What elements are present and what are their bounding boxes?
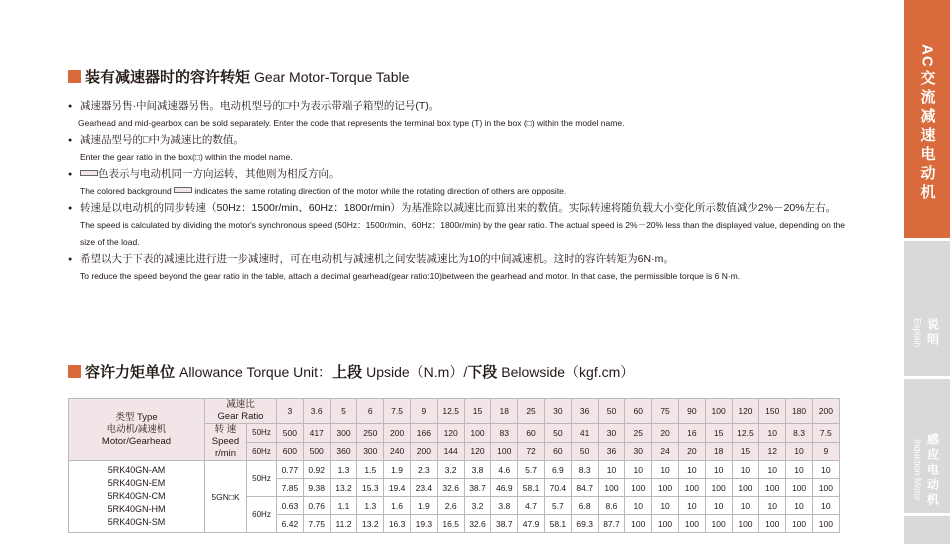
gear-ratio-cell: 3: [277, 399, 304, 424]
gear-ratio-cell: 3.6: [303, 399, 330, 424]
torque-60hz-kgf-cell: 100: [652, 515, 679, 533]
torque-50hz-kgf-cell: 100: [598, 479, 625, 497]
motor-model: 5RK40GN-AM: [107, 465, 166, 475]
gear-ratio-cell: 36: [571, 399, 598, 424]
torque-60hz-kgf-cell: 87.7: [598, 515, 625, 533]
gear-ratio-cell: 7.5: [384, 399, 411, 424]
section2-title-cn3: 下段: [467, 364, 498, 381]
speed-50hz-cell: 417: [303, 424, 330, 443]
torque-50hz-kgf-cell: 100: [759, 479, 786, 497]
torque-50hz-label: 50Hz: [247, 461, 277, 497]
speed-60hz-label: 60Hz: [247, 442, 277, 461]
torque-60hz-kgf-cell: 100: [812, 515, 839, 533]
torque-50hz-kgf-cell: 70.4: [544, 479, 571, 497]
torque-50hz-nm-cell: 2.3: [410, 461, 437, 479]
speed-60hz-cell: 600: [277, 442, 304, 461]
speed-50hz-cell: 10: [759, 424, 786, 443]
torque-50hz-nm-cell: 4.6: [491, 461, 518, 479]
torque-50hz-kgf-cell: 19.4: [384, 479, 411, 497]
torque-60hz-kgf-cell: 69.3: [571, 515, 598, 533]
speed-60hz-cell: 9: [812, 442, 839, 461]
speed-50hz-cell: 60: [518, 424, 545, 443]
model-list: [69, 461, 205, 533]
torque-60hz-kgf-cell: 19.3: [410, 515, 437, 533]
motor-gearhead-cn: 电动机/减速机: [106, 423, 167, 435]
torque-50hz-kgf-cell: 46.9: [491, 479, 518, 497]
gear-ratio-cell: 25: [518, 399, 545, 424]
torque-60hz-kgf-cell: 100: [705, 515, 732, 533]
tab-extra[interactable]: [904, 516, 950, 544]
gear-ratio-cell: 200: [812, 399, 839, 424]
speed-50hz-label: 50Hz: [247, 424, 277, 443]
speed-60hz-cell: 100: [491, 442, 518, 461]
tab-explain[interactable]: [904, 241, 950, 376]
gear-ratio-cell: 30: [544, 399, 571, 424]
gear-ratio-cell: 150: [759, 399, 786, 424]
colored-background-swatch-icon: [80, 170, 98, 176]
side-navigation: [904, 0, 950, 544]
speed-60hz-cell: 120: [464, 442, 491, 461]
speed-50hz-cell: 250: [357, 424, 384, 443]
speed-50hz-cell: 120: [437, 424, 464, 443]
torque-60hz-nm-cell: 10: [812, 497, 839, 515]
torque-table: [68, 398, 840, 533]
torque-50hz-nm-cell: 6.9: [544, 461, 571, 479]
torque-60hz-nm-cell: 1.6: [384, 497, 411, 515]
speed-50hz-cell: 500: [277, 424, 304, 443]
colored-background-swatch-icon: [174, 187, 192, 193]
tab-main-en: AC: [918, 44, 936, 68]
speed-50hz-cell: 7.5: [812, 424, 839, 443]
torque-60hz-kgf-cell: 13.2: [357, 515, 384, 533]
torque-60hz-kgf-cell: 16.3: [384, 515, 411, 533]
torque-60hz-label: 60Hz: [247, 497, 277, 533]
speed-50hz-cell: 100: [464, 424, 491, 443]
speed-60hz-cell: 15: [732, 442, 759, 461]
gear-ratio-cell: 50: [598, 399, 625, 424]
torque-50hz-kgf-cell: 7.85: [277, 479, 304, 497]
torque-50hz-nm-cell: 0.77: [277, 461, 304, 479]
torque-50hz-nm-cell: 1.3: [330, 461, 357, 479]
motor-model: 5RK40GN-HM: [107, 504, 166, 514]
torque-60hz-nm-cell: 3.2: [464, 497, 491, 515]
motor-gearhead-en: Motor/Gearhead: [101, 435, 172, 447]
gear-ratio-en: Gear Ratio: [217, 411, 264, 422]
gear-ratio-cell: 75: [652, 399, 679, 424]
note-5-cn: ● 希望以大于下表的减速比进行进一步减速时，可在电动机与减速机之间安装减速比为10的中间减速机。这时的容许转矩为6N·m。: [68, 251, 848, 268]
note-2-en: Enter the gear ratio in the box(□) within the model name.: [80, 152, 293, 162]
section2-title-cn1: 容许力矩单位: [85, 364, 176, 381]
torque-60hz-kgf-cell: 100: [759, 515, 786, 533]
speed-50hz-cell: 12.5: [732, 424, 759, 443]
torque-50hz-nm-cell: 10: [598, 461, 625, 479]
note-3-cn: 色表示与电动机同一方向运转，其他则为相反方向。: [98, 168, 340, 180]
torque-50hz-nm-cell: 0.92: [303, 461, 330, 479]
torque-60hz-nm-cell: 10: [732, 497, 759, 515]
torque-50hz-kgf-cell: 23.4: [410, 479, 437, 497]
speed-60hz-cell: 12: [759, 442, 786, 461]
speed-50hz-cell: 300: [330, 424, 357, 443]
note-3-en-a: The colored background: [80, 186, 172, 196]
torque-50hz-kgf-cell: 100: [786, 479, 813, 497]
torque-60hz-nm-cell: 1.3: [357, 497, 384, 515]
torque-60hz-nm-cell: 8.6: [598, 497, 625, 515]
torque-60hz-kgf-cell: 16.5: [437, 515, 464, 533]
torque-50hz-kgf-cell: 100: [812, 479, 839, 497]
torque-60hz-kgf-cell: 6.42: [277, 515, 304, 533]
speed-60hz-cell: 30: [625, 442, 652, 461]
torque-50hz-nm-cell: 10: [812, 461, 839, 479]
speed-50hz-cell: 41: [571, 424, 598, 443]
torque-50hz-kgf-cell: 32.6: [437, 479, 464, 497]
torque-50hz-kgf-cell: 100: [732, 479, 759, 497]
speed-50hz-cell: 8.3: [786, 424, 813, 443]
speed-50hz-cell: 16: [678, 424, 705, 443]
torque-50hz-kgf-cell: 58.1: [518, 479, 545, 497]
torque-60hz-nm-cell: 1.1: [330, 497, 357, 515]
torque-50hz-kgf-cell: 100: [652, 479, 679, 497]
tab-main-cn: 交流减速电动机: [918, 69, 936, 203]
gear-ratio-cell: 9: [410, 399, 437, 424]
torque-60hz-nm-cell: 10: [759, 497, 786, 515]
torque-60hz-nm-cell: 10: [625, 497, 652, 515]
section-allowance-heading: [68, 361, 634, 382]
tab-induction-cn: 感应电动机: [925, 432, 940, 508]
torque-60hz-kgf-cell: 100: [786, 515, 813, 533]
note-2-cn: ● 减速品型号的□中为减速比的数值。: [68, 132, 848, 149]
type-header-label: 类型 Type: [115, 411, 158, 423]
section-torque-heading: [68, 66, 409, 87]
speed-50hz-cell: 25: [625, 424, 652, 443]
torque-60hz-kgf-cell: 38.7: [491, 515, 518, 533]
torque-60hz-nm-cell: 5.7: [544, 497, 571, 515]
speed-60hz-cell: 72: [518, 442, 545, 461]
section-marker-icon: [68, 70, 81, 83]
speed-50hz-cell: 15: [705, 424, 732, 443]
gear-ratio-cell: 90: [678, 399, 705, 424]
torque-60hz-nm-cell: 10: [678, 497, 705, 515]
torque-50hz-nm-cell: 10: [652, 461, 679, 479]
speed-60hz-cell: 10: [786, 442, 813, 461]
torque-50hz-nm-cell: 10: [759, 461, 786, 479]
torque-60hz-kgf-cell: 47.9: [518, 515, 545, 533]
torque-60hz-kgf-cell: 100: [625, 515, 652, 533]
torque-60hz-nm-cell: 0.76: [303, 497, 330, 515]
gear-ratio-header: [205, 399, 277, 424]
torque-60hz-nm-cell: 3.8: [491, 497, 518, 515]
speed-60hz-cell: 50: [571, 442, 598, 461]
speed-60hz-cell: 500: [303, 442, 330, 461]
tab-induction-en: Induction Motor: [912, 438, 923, 502]
tab-ac-gear-motor[interactable]: [904, 0, 950, 238]
torque-60hz-kgf-cell: 7.75: [303, 515, 330, 533]
speed-60hz-cell: 240: [384, 442, 411, 461]
speed-50hz-cell: 166: [410, 424, 437, 443]
note-3-en-b: indicates the same rotating direction of the motor while the rotating direction of others are opposite.: [194, 186, 567, 196]
section1-title-cn: 装有减速器时的容许转矩: [85, 69, 251, 86]
torque-60hz-nm-cell: 10: [786, 497, 813, 515]
note-1-en: Gearhead and mid-gearbox can be sold separately. Enter the code that represents the terminal box type (T) in the box (□) within the model name.: [78, 118, 625, 128]
speed-50hz-cell: 30: [598, 424, 625, 443]
torque-50hz-nm-cell: 8.3: [571, 461, 598, 479]
section1-title-en: Gear Motor-Torque Table: [254, 68, 410, 85]
tab-explain-en: Explain: [912, 317, 923, 348]
torque-50hz-kgf-cell: 100: [678, 479, 705, 497]
torque-60hz-kgf-cell: 100: [732, 515, 759, 533]
gear-ratio-cn: 减速比: [226, 399, 255, 410]
gearhead-model: 5GN□K: [205, 461, 247, 533]
torque-60hz-kgf-cell: 11.2: [330, 515, 357, 533]
motor-model: 5RK40GN-SM: [107, 517, 166, 527]
gear-ratio-cell: 6: [357, 399, 384, 424]
speed-60hz-cell: 60: [544, 442, 571, 461]
speed-60hz-cell: 200: [410, 442, 437, 461]
speed-60hz-cell: 20: [678, 442, 705, 461]
torque-50hz-kgf-cell: 100: [625, 479, 652, 497]
torque-50hz-kgf-cell: 100: [705, 479, 732, 497]
note-4-en: The speed is calculated by dividing the motor's synchronous speed (50Hz：1500r/min、60Hz：1800r/min) by the gear ratio. The actual speed is 2%－20% less than the displayed value, depending on the size of the load.: [80, 220, 846, 247]
gear-ratio-cell: 18: [491, 399, 518, 424]
torque-50hz-nm-cell: 5.7: [518, 461, 545, 479]
motor-model: 5RK40GN-CM: [107, 491, 166, 501]
speed-60hz-cell: 18: [705, 442, 732, 461]
torque-60hz-kgf-cell: 58.1: [544, 515, 571, 533]
gear-ratio-cell: 100: [705, 399, 732, 424]
gear-ratio-cell: 180: [786, 399, 813, 424]
torque-50hz-nm-cell: 10: [625, 461, 652, 479]
speed-60hz-cell: 36: [598, 442, 625, 461]
torque-50hz-kgf-cell: 13.2: [330, 479, 357, 497]
section2-title-en2: Upside（N.m）/: [366, 363, 468, 380]
speed-cn: 转 速: [214, 424, 237, 435]
notes-list: [68, 98, 848, 285]
section2-title-en1: Allowance Torque Unit：: [179, 363, 333, 380]
speed-60hz-cell: 24: [652, 442, 679, 461]
note-5-en: To reduce the speed beyond the gear ratio in the table, attach a decimal gearhead(gear ratio:10)between the gearhead and motor. In that case, the permissible torque is 6 N·m.: [80, 271, 741, 281]
note-4-cn: ● 转速是以电动机的同步转速（50Hz：1500r/min、60Hz：1800r/min）为基准除以减速比而算出来的数值。实际转速将随负载大小变化所示数值减少2%－20%左右。: [68, 200, 848, 217]
torque-60hz-kgf-cell: 100: [678, 515, 705, 533]
torque-50hz-nm-cell: 3.8: [464, 461, 491, 479]
speed-50hz-cell: 20: [652, 424, 679, 443]
speed-60hz-cell: 360: [330, 442, 357, 461]
torque-60hz-nm-cell: 0.63: [277, 497, 304, 515]
motor-model: 5RK40GN-EM: [107, 478, 166, 488]
torque-50hz-kgf-cell: 15.3: [357, 479, 384, 497]
section2-title-cn2: 上段: [332, 364, 363, 381]
torque-50hz-nm-cell: 10: [786, 461, 813, 479]
torque-60hz-nm-cell: 6.8: [571, 497, 598, 515]
tab-explain-cn: 说明: [925, 317, 940, 348]
torque-50hz-nm-cell: 10: [705, 461, 732, 479]
torque-50hz-kgf-cell: 84.7: [571, 479, 598, 497]
section-marker-icon: [68, 365, 81, 378]
torque-50hz-nm-cell: 1.9: [384, 461, 411, 479]
torque-60hz-nm-cell: 4.7: [518, 497, 545, 515]
torque-50hz-nm-cell: 3.2: [437, 461, 464, 479]
gear-ratio-cell: 5: [330, 399, 357, 424]
gear-ratio-cell: 120: [732, 399, 759, 424]
section2-title-en3: Belowside（kgf.cm）: [501, 363, 635, 380]
tab-induction-motor[interactable]: [904, 379, 950, 513]
torque-60hz-kgf-cell: 32.6: [464, 515, 491, 533]
torque-60hz-nm-cell: 10: [705, 497, 732, 515]
torque-50hz-nm-cell: 1.5: [357, 461, 384, 479]
torque-50hz-nm-cell: 10: [678, 461, 705, 479]
speed-en: Speed r/min: [211, 436, 240, 459]
note-1-cn: ● 减速器另售·中间减速器另售。电动机型号的□中为表示带端子箱型的记号(T)。: [68, 98, 848, 115]
gear-ratio-cell: 12.5: [437, 399, 464, 424]
torque-60hz-nm-cell: 10: [652, 497, 679, 515]
torque-60hz-nm-cell: 1.9: [410, 497, 437, 515]
speed-50hz-cell: 50: [544, 424, 571, 443]
gear-ratio-cell: 15: [464, 399, 491, 424]
speed-header: [205, 424, 247, 461]
torque-60hz-nm-cell: 2.6: [437, 497, 464, 515]
torque-50hz-nm-cell: 10: [732, 461, 759, 479]
note-3-en: [68, 183, 848, 200]
note-3: [68, 166, 848, 183]
torque-50hz-kgf-cell: 9.38: [303, 479, 330, 497]
speed-60hz-cell: 300: [357, 442, 384, 461]
speed-50hz-cell: 200: [384, 424, 411, 443]
speed-50hz-cell: 83: [491, 424, 518, 443]
speed-60hz-cell: 144: [437, 442, 464, 461]
type-header: [69, 399, 205, 461]
torque-50hz-kgf-cell: 38.7: [464, 479, 491, 497]
gear-ratio-cell: 60: [625, 399, 652, 424]
